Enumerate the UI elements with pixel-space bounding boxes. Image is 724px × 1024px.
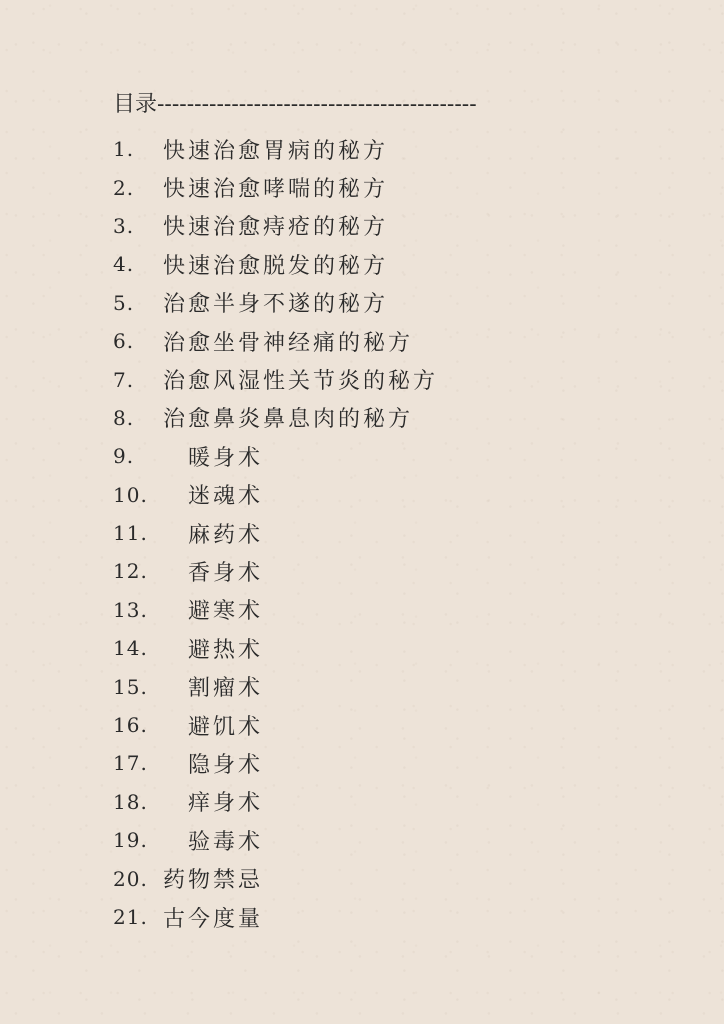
toc-item-title: 快速治愈脱发的秘方 <box>163 253 389 279</box>
toc-item[interactable] <box>113 130 438 168</box>
toc-item-title: 快速治愈哮喘的秘方 <box>163 177 389 203</box>
toc-item-number: 2. <box>113 175 135 200</box>
toc-item-number: 17. <box>113 751 148 776</box>
toc-item-title: 隐身术 <box>188 752 264 778</box>
toc-item[interactable] <box>113 898 438 936</box>
toc-item-number: 1. <box>113 137 135 162</box>
toc-item-title: 避寒术 <box>188 599 264 625</box>
toc-item[interactable] <box>113 476 438 514</box>
toc-item-title: 快速治愈胃病的秘方 <box>163 138 389 164</box>
toc-item[interactable] <box>113 245 438 283</box>
toc-item-number: 18. <box>113 789 148 814</box>
toc-item-number: 19. <box>113 828 148 853</box>
toc-item-number: 13. <box>113 597 148 622</box>
toc-item[interactable] <box>113 284 438 322</box>
toc-item-title: 治愈半身不遂的秘方 <box>163 292 389 318</box>
toc-item-number: 14. <box>113 636 148 661</box>
toc-item-title: 痒身术 <box>188 791 264 817</box>
toc-item-number: 11. <box>113 521 148 546</box>
toc-item[interactable] <box>113 399 438 437</box>
toc-list <box>113 130 438 936</box>
toc-item-number: 3. <box>113 213 135 238</box>
toc-item-number: 8. <box>113 405 135 430</box>
toc-item-number: 5. <box>113 290 135 315</box>
toc-item-title: 古今度量 <box>163 906 264 932</box>
toc-item-number: 21. <box>113 905 148 929</box>
toc-item-title: 治愈坐骨神经痛的秘方 <box>163 330 414 356</box>
toc-item-number: 10. <box>113 482 148 507</box>
toc-item[interactable] <box>113 783 438 821</box>
toc-item[interactable] <box>113 821 438 859</box>
toc-item[interactable] <box>113 322 438 360</box>
toc-item[interactable] <box>113 207 438 245</box>
toc-item-number: 12. <box>113 559 148 584</box>
toc-item[interactable] <box>113 859 438 897</box>
toc-item[interactable] <box>113 706 438 744</box>
toc-item-title: 药物禁忌 <box>163 868 264 894</box>
toc-item[interactable] <box>113 591 438 629</box>
toc-item-title: 治愈风湿性关节炎的秘方 <box>163 369 439 395</box>
toc-heading: 目录------------------------------------------- <box>113 92 477 117</box>
toc-item-number: 16. <box>113 713 148 738</box>
toc-item-title: 快速治愈痔疮的秘方 <box>163 215 389 241</box>
toc-item-number: 9. <box>113 444 135 469</box>
toc-item-number: 4. <box>113 252 135 277</box>
toc-item[interactable] <box>113 744 438 782</box>
toc-item-title: 避饥术 <box>188 714 264 740</box>
toc-item[interactable] <box>113 552 438 590</box>
toc-item[interactable] <box>113 514 438 552</box>
toc-item-number: 15. <box>113 674 148 699</box>
toc-item-title: 迷魂术 <box>188 484 264 510</box>
toc-item[interactable] <box>113 667 438 705</box>
toc-item-number: 20. <box>113 866 148 891</box>
toc-item[interactable] <box>113 360 438 398</box>
toc-item-title: 割瘤术 <box>188 676 264 702</box>
toc-item-title: 暖身术 <box>188 445 264 471</box>
toc-item[interactable] <box>113 437 438 475</box>
toc-item-number: 6. <box>113 329 135 354</box>
toc-item[interactable] <box>113 168 438 206</box>
toc-item-number: 7. <box>113 367 135 392</box>
toc-item-title: 验毒术 <box>188 829 264 855</box>
toc-item-title: 治愈鼻炎鼻息肉的秘方 <box>163 407 414 433</box>
toc-item-title: 麻药术 <box>188 522 264 548</box>
toc-item[interactable] <box>113 629 438 667</box>
toc-item-title: 避热术 <box>188 637 264 663</box>
toc-item-title: 香身术 <box>188 560 264 586</box>
